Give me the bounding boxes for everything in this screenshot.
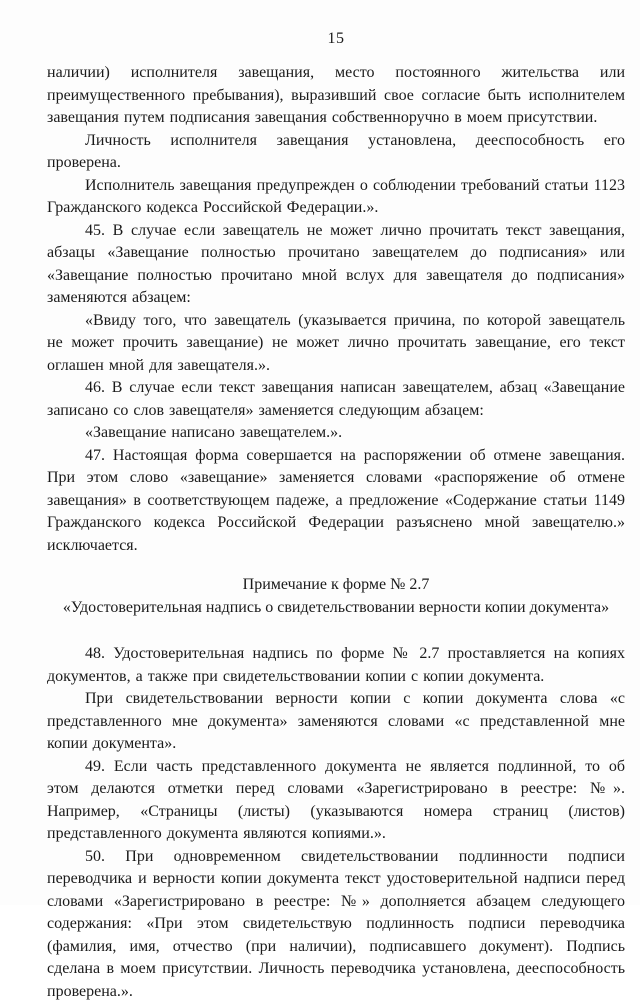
paragraph-item-50: 50. При одновременном свидетельствовании подлинности подписи переводчика и верности копии документа текст удостоверительной надписи перед словами «Зарегистрировано в реестре: №» дополняется абзацем следующего содержания: «При этом свидетельствую подлинность подписи переводчика (фамилия, имя, отчество (при наличии), подписавшего документ). Подпись сделана в моем присутствии. Личность переводчика установлена, дееспособность проверена.».: [47, 846, 625, 1003]
paragraph: При свидетельствовании верности копии с копии документа слова «с представленного мне документа» заменяются словами «с представленной мне копии документа».: [47, 688, 625, 756]
paragraph: «Ввиду того, что завещатель (указывается причина, по которой завещатель не может прочить завещание) не может лично прочитать завещание, его текст оглашен мной для завещателя.».: [47, 310, 625, 378]
document-text: [47, 62, 625, 1003]
paragraph-item-47: 47. Настоящая форма совершается на распоряжении об отмене завещания. При этом слово «завещание» заменяется словами «распоряжение об отмене завещания» в соответствующем падеже, а предложение «Содержание статьи 1149 Гражданского кодекса Российской Федерации разъяснено мной завещателю.» исключается.: [47, 445, 625, 558]
note-heading-subtitle: «Удостоверительная надпись о свидетельствовании верности копии документа»: [47, 597, 625, 620]
paragraph-item-45: 45. В случае если завещатель не может лично прочитать текст завещания, абзацы «Завещание полностью прочитано завещателем до подписания» или «Завещание полностью прочитано мной вслух для завещателя до подписания» заменяются абзацем:: [47, 220, 625, 310]
paragraph-continuation: наличии) исполнителя завещания, место постоянного жительства или преимущественного пребывания), выразивший свое согласие быть исполнителем завещания путем подписания завещания собственноручно в моем присутствии.: [47, 62, 625, 130]
paragraph-item-49: 49. Если часть представленного документа не является подлинной, то об этом делаются отметки перед словами «Зарегистрировано в реестре: №». Например, «Страницы (листы) (указываются номера страниц (листов) представленного документа являются копиями.».: [47, 756, 625, 846]
paragraph: Исполнитель завещания предупрежден о соблюдении требований статьи 1123 Гражданского кодекса Российской Федерации.».: [47, 175, 625, 220]
paragraph-item-46: 46. В случае если текст завещания написан завещателем, абзац «Завещание записано со слов завещателя» заменяется следующим абзацем:: [47, 377, 625, 422]
paragraph: «Завещание написано завещателем.».: [47, 422, 625, 445]
note-heading: [47, 574, 625, 619]
note-heading-title: Примечание к форме № 2.7: [47, 574, 625, 597]
paragraph-item-48: 48. Удостоверительная надпись по форме № 2.7 проставляется на копиях документов, а также при свидетельствовании копии с копии документа.: [47, 643, 625, 688]
page-number: 15: [47, 30, 625, 48]
paragraph: Личность исполнителя завещания установлена, дееспособность его проверена.: [47, 130, 625, 175]
